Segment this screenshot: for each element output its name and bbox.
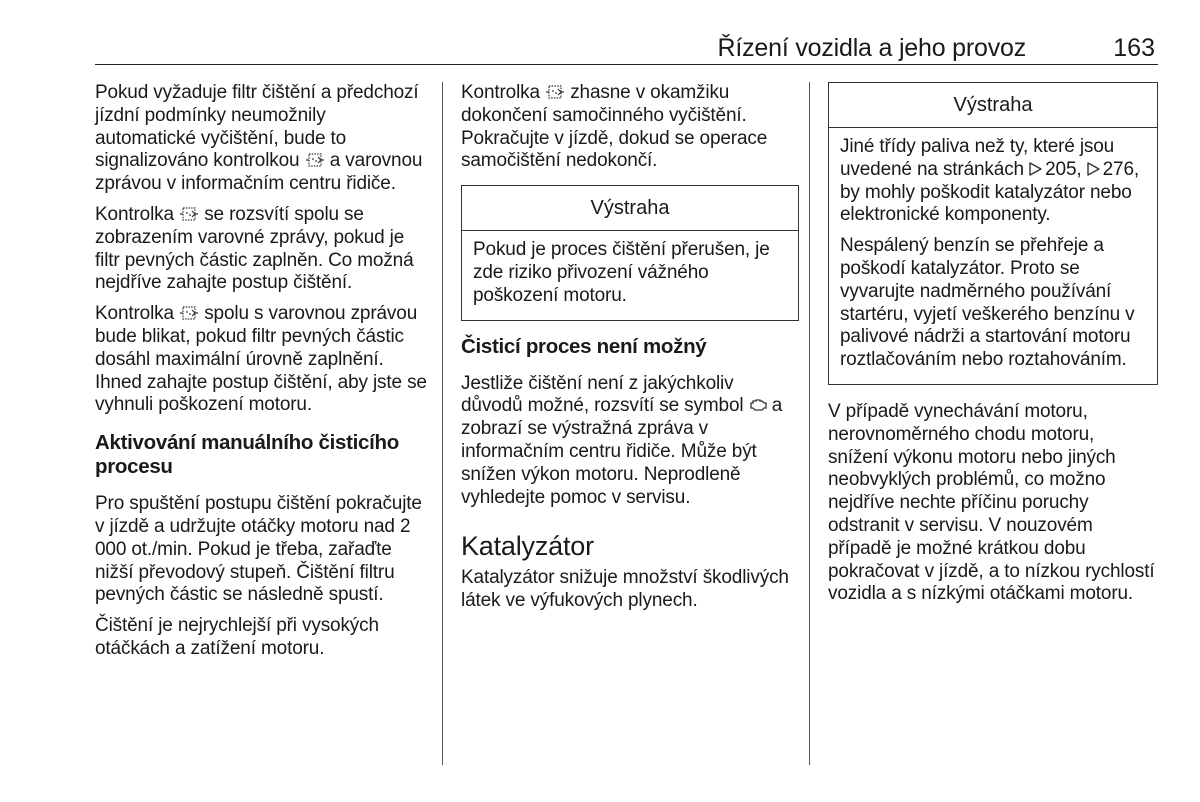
paragraph — [95, 303, 430, 417]
text: zhasne v okamžiku dokončení samočinného vyčištění. Pokračujte v jízdě, dokud se operace samočištění nedokončí. — [461, 82, 768, 172]
dpf-warning-icon — [545, 84, 565, 100]
page-number: 163 — [1113, 34, 1155, 62]
dpf-warning-icon — [179, 206, 199, 222]
paragraph — [95, 204, 430, 295]
text: Kontrolka — [461, 82, 540, 103]
column-right — [828, 82, 1158, 614]
column-left — [95, 82, 430, 669]
warning-title: Výstraha — [462, 186, 798, 231]
text: a zobrazí se výstražná zpráva v informačním centru řidiče. Může být snížen výkon motoru. Neprodleně vyhledejte pomoc v servisu. — [461, 395, 783, 508]
warning-title: Výstraha — [829, 83, 1157, 128]
paragraph — [95, 82, 430, 196]
warning-body — [829, 128, 1157, 384]
dpf-warning-icon — [179, 305, 199, 321]
text: Pokud vyžaduje filtr čištění a předchozí jízdní podmínky neumožnily automatické vyčištění, bude to signalizováno kontrolkou — [95, 82, 419, 172]
paragraph: Čištění je nejrychlejší při vysokých otáčkách a zatížení motoru. — [95, 615, 379, 659]
text: Kontrolka — [95, 203, 174, 225]
section-heading: Čisticí proces není možný — [461, 334, 707, 358]
section-heading: Aktivování manuálního čisticího procesu — [95, 431, 399, 479]
text: se rozsvítí spolu se zobrazením varovné zprávy, pokud je filtr pevných částic zaplněn. Co možná nejdříve zahajte postup čištění. — [95, 203, 414, 294]
warning-box — [461, 185, 799, 320]
text: Jiné třídy paliva než ty, které jsou uvedené na stránkách — [840, 136, 1115, 180]
paragraph — [461, 373, 799, 510]
paragraph: Pro spuštění postupu čištění pokračujte v jízdě a udržujte otáčky motoru nad 2 000 ot./min. Pokud je třeba, zařaďte nižší převodový stupeň. Čištění filtru pevných částic se následně spustí. — [95, 493, 422, 606]
page-reference-arrow-icon — [1087, 162, 1100, 176]
paragraph — [461, 82, 799, 173]
warning-body — [462, 231, 798, 319]
section-title: Katalyzátor — [461, 531, 594, 562]
paragraph: V případě vynechávání motoru, nerovnoměrného chodu motoru, snížení výkonu motoru nebo jiných neobvyklých problémů, co možno nejdříve nechte příčinu poruchy odstranit v servisu. V nouzovém případě je možné krátkou dobu pokračovat v jízdě, a to nízkou rychlostí vozidla a s nízkými otáčkami motoru. — [828, 400, 1155, 605]
text: Kontrolka — [95, 303, 174, 325]
page-header — [95, 32, 1158, 65]
column-divider — [809, 82, 810, 765]
warning-box — [828, 82, 1158, 385]
text: a varovnou zprávou v informačním centru řidiče. — [95, 150, 423, 195]
page-reference[interactable]: 276, by mohly poškodit katalyzátor nebo elektronické komponenty. — [840, 158, 1140, 226]
warning-text: Nespálený benzín se přehřeje a poškodí katalyzátor. Proto se vyvarujte nadměrného používání startéru, vyjetí veškerého benzínu v palivové nádrži a startování motoru roztlačováním nebo roztahováním. — [840, 235, 1135, 371]
check-engine-icon — [749, 397, 767, 413]
page-reference-arrow-icon — [1029, 162, 1042, 176]
warning-text: Pokud je proces čištění přerušen, je zde riziko přivození vážného poškození motoru. — [473, 239, 770, 306]
text: Jestliže čištění není z jakýchkoliv důvodů možné, rozsvítí se symbol — [461, 372, 744, 417]
dpf-warning-icon — [305, 152, 325, 168]
warning-text — [840, 136, 1147, 227]
paragraph: Katalyzátor snižuje množství škodlivých látek ve výfukových plynech. — [461, 567, 789, 612]
column-divider — [442, 82, 443, 765]
text: spolu s varovnou zprávou bude blikat, pokud filtr pevných částic dosáhl maximální úrovně zaplnění. Ihned zahajte postup čištění, aby jste se vyhnuli poškození motoru. — [95, 303, 427, 416]
page-reference[interactable]: 205, — [1045, 158, 1082, 180]
chapter-title: Řízení vozidla a jeho provoz — [717, 34, 1026, 62]
column-middle — [461, 82, 799, 621]
